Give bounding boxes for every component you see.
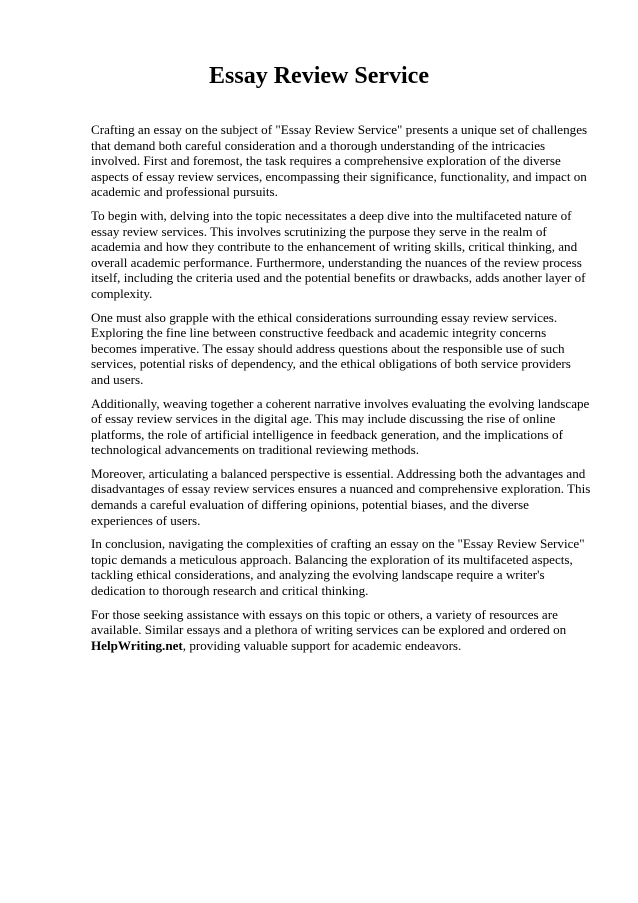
paragraph-ethics: One must also grapple with the ethical considerations surrounding essay review services. Exploring the fine line between constructive feedback and academic integrity concerns becomes imperative. The essay should address questions about the responsible use of such services, potential risks of dependency, and the ethical obligations of both service providers and users. [91, 309, 571, 387]
document-body [91, 122, 591, 661]
paragraph-closing [91, 607, 591, 654]
document-title: Essay Review Service [209, 63, 429, 89]
paragraph-balance: Moreover, articulating a balanced perspective is essential. Addressing both the advantages and disadvantages of essay review services ensures a nuanced and comprehensive exploration. This demands a careful evaluation of differing opinions, potential biases, and the diverse experiences of users. [91, 465, 591, 528]
closing-text-after: , providing valuable support for academic endeavors. [182, 637, 462, 653]
paragraph-intro: Crafting an essay on the subject of "Essay Review Service" presents a unique set of challenges that demand both careful consideration and a thorough understanding of the intricacies involved. First and foremost, the task requires a comprehensive exploration of the diverse aspects of essay review services, encompassing their significance, functionality, and impact on academic and professional pursuits. [91, 122, 588, 200]
brand-link[interactable]: HelpWriting.net [91, 637, 183, 653]
paragraph-digital-age: Additionally, weaving together a coherent narrative involves evaluating the evolving landscape of essay review services in the digital age. This may include discussing the rise of online platforms, the role of artificial intelligence in feedback generation, and the implications of technological advancements on traditional reviewing methods. [91, 395, 590, 458]
paragraph-conclusion: In conclusion, navigating the complexities of crafting an essay on the "Essay Review Service" topic demands a meticulous approach. Balancing the exploration of its multifaceted aspects, tackling ethical considerations, and analyzing the evolving landscape require a writer's dedication to thorough research and critical thinking. [91, 536, 585, 599]
closing-text-before: For those seeking assistance with essays on this topic or others, a variety of resources are available. Similar essays and a plethora of writing services can be explored and ordered on [91, 606, 567, 638]
paragraph-nature: To begin with, delving into the topic necessitates a deep dive into the multifaceted nature of essay review services. This involves scrutinizing the purpose they serve in the realm of academia and how they contribute to the enhancement of writing skills, critical thinking, and overall academic performance. Furthermore, understanding the nuances of the review process itself, including the criteria used and the potential benefits or drawbacks, adds another layer of complexity. [91, 207, 586, 301]
